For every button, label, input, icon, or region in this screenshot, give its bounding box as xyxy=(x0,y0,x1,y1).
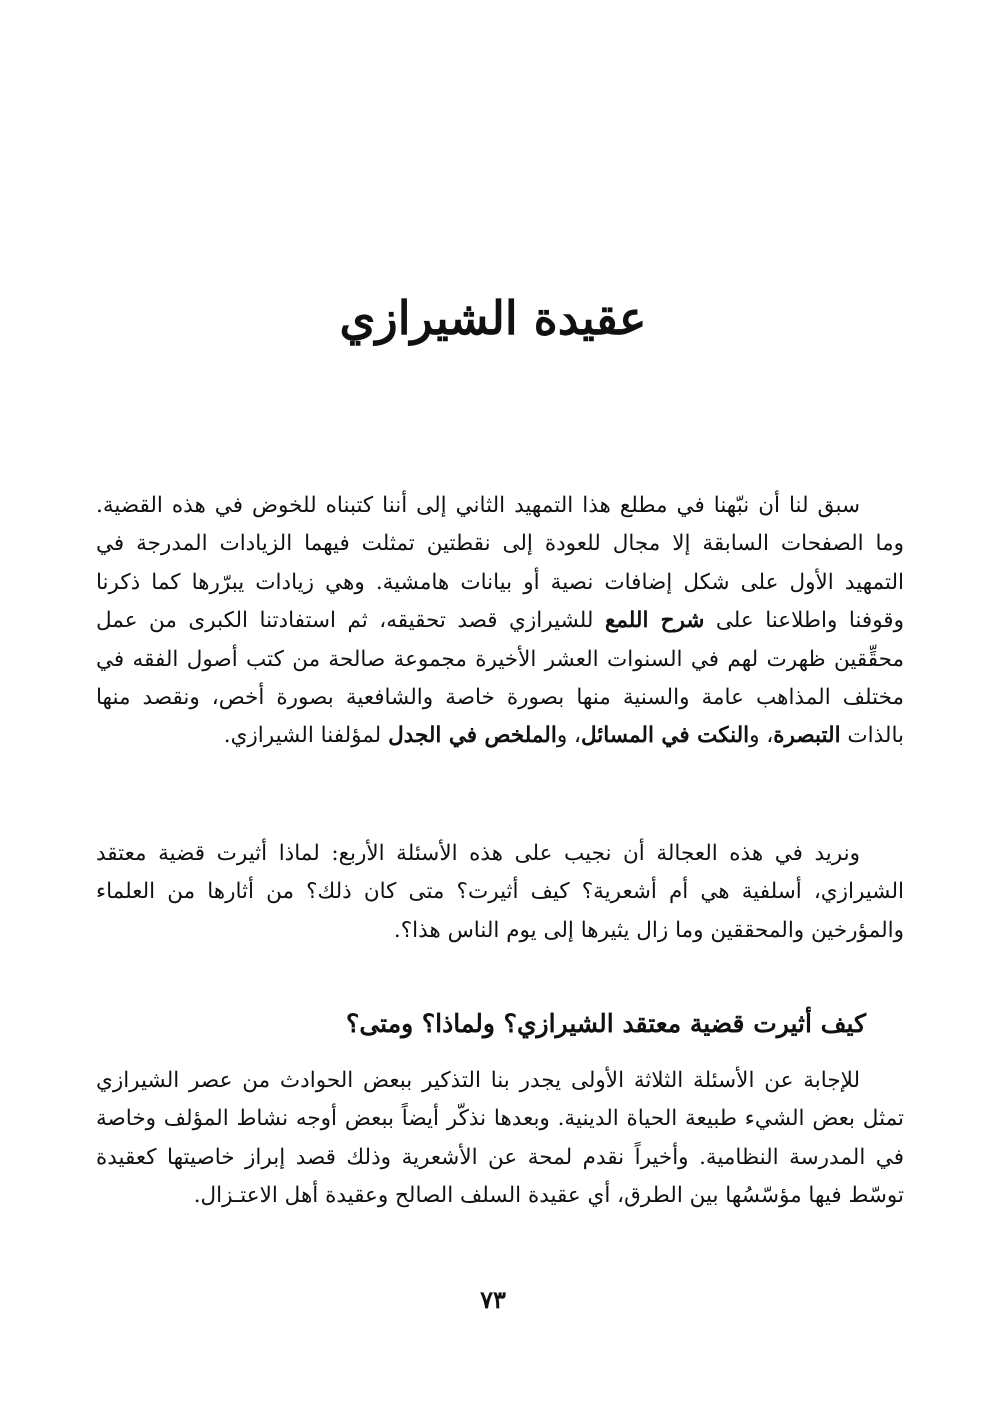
book-title-sharh-al-luma: شرح اللمع xyxy=(604,608,705,634)
paragraph-intro-text-5: لمؤلفنا الشيرازي. xyxy=(223,723,382,749)
section-heading: كيف أثيرت قضية معتقد الشيرازي؟ ولماذا؟ ومتى؟ xyxy=(346,1009,866,1038)
book-title-al-tabsira: التبصرة xyxy=(773,723,841,749)
paragraph-intro-text-2: للشيرازي قصد تحقيقه، ثم استفادتنا الكبرى من عمل محقِّقين ظهرت لهم في السنوات العشر الأخيرة مجموعة صالحة من كتب أصول الفقه في مختلف المذاهب عامة والسنية منها بصورة خاصة والشافعية بصورة أخص، ونقصد منها بالذات xyxy=(96,608,904,749)
paragraph-intro-text-4: ، و xyxy=(556,723,581,749)
chapter-title: عقيدة الشيرازي xyxy=(339,291,647,345)
paragraph-answer-text: للإجابة عن الأسئلة الثلاثة الأولى يجدر بنا التذكير ببعض الحوادث من عصر الشيرازي تمثل بعض الشيء طبيعة الحياة الدينية. وبعدها نذكّر أيضاً ببعض أوجه نشاط المؤلف وخاصة في المدرسة النظامية. وأخيراً نقدم لمحة عن الأشعرية وذلك قصد إبراز خاصيتها كعقيدة توسّط فيها مؤسّسُها بين الطرق، أي عقيدة السلف الصالح وعقيدة أهل الاعتـزال. xyxy=(96,1068,904,1209)
book-title-al-nukat: النكت في المسائل xyxy=(581,723,750,749)
paragraph-intro xyxy=(96,487,904,756)
paragraph-intro-text-1: سبق لنا أن نبّهنا في مطلع هذا التمهيد الثاني إلى أننا كتبناه للخوض في هذه القضية. وما الصفحات السابقة إلا مجال للعودة إلى نقطتين تمثلت فيهما الزيادات المدرجة في التمهيد الأول على شكل إضافات نصية أو بيانات هامشية. وهي زيادات يبرّرها كما ذكرنا وقوفنا واطلاعنا على xyxy=(96,493,904,634)
book-title-al-mulakhkhas: الملخص في الجدل xyxy=(388,723,557,749)
page-number: ٧٣ xyxy=(480,1285,506,1314)
paragraph-questions xyxy=(96,835,904,950)
paragraph-intro-text-3: ، و xyxy=(749,723,774,749)
paragraph-answer xyxy=(96,1062,904,1216)
paragraph-questions-text: ونريد في هذه العجالة أن نجيب على هذه الأسئلة الأربع: لماذا أثيرت قضية معتقد الشيرازي، أسلفية هي أم أشعرية؟ كيف أثيرت؟ متى كان ذلك؟ من أثارها من العلماء والمؤرخين والمحققين وما زال يثيرها إلى يوم الناس هذا؟. xyxy=(96,841,904,943)
